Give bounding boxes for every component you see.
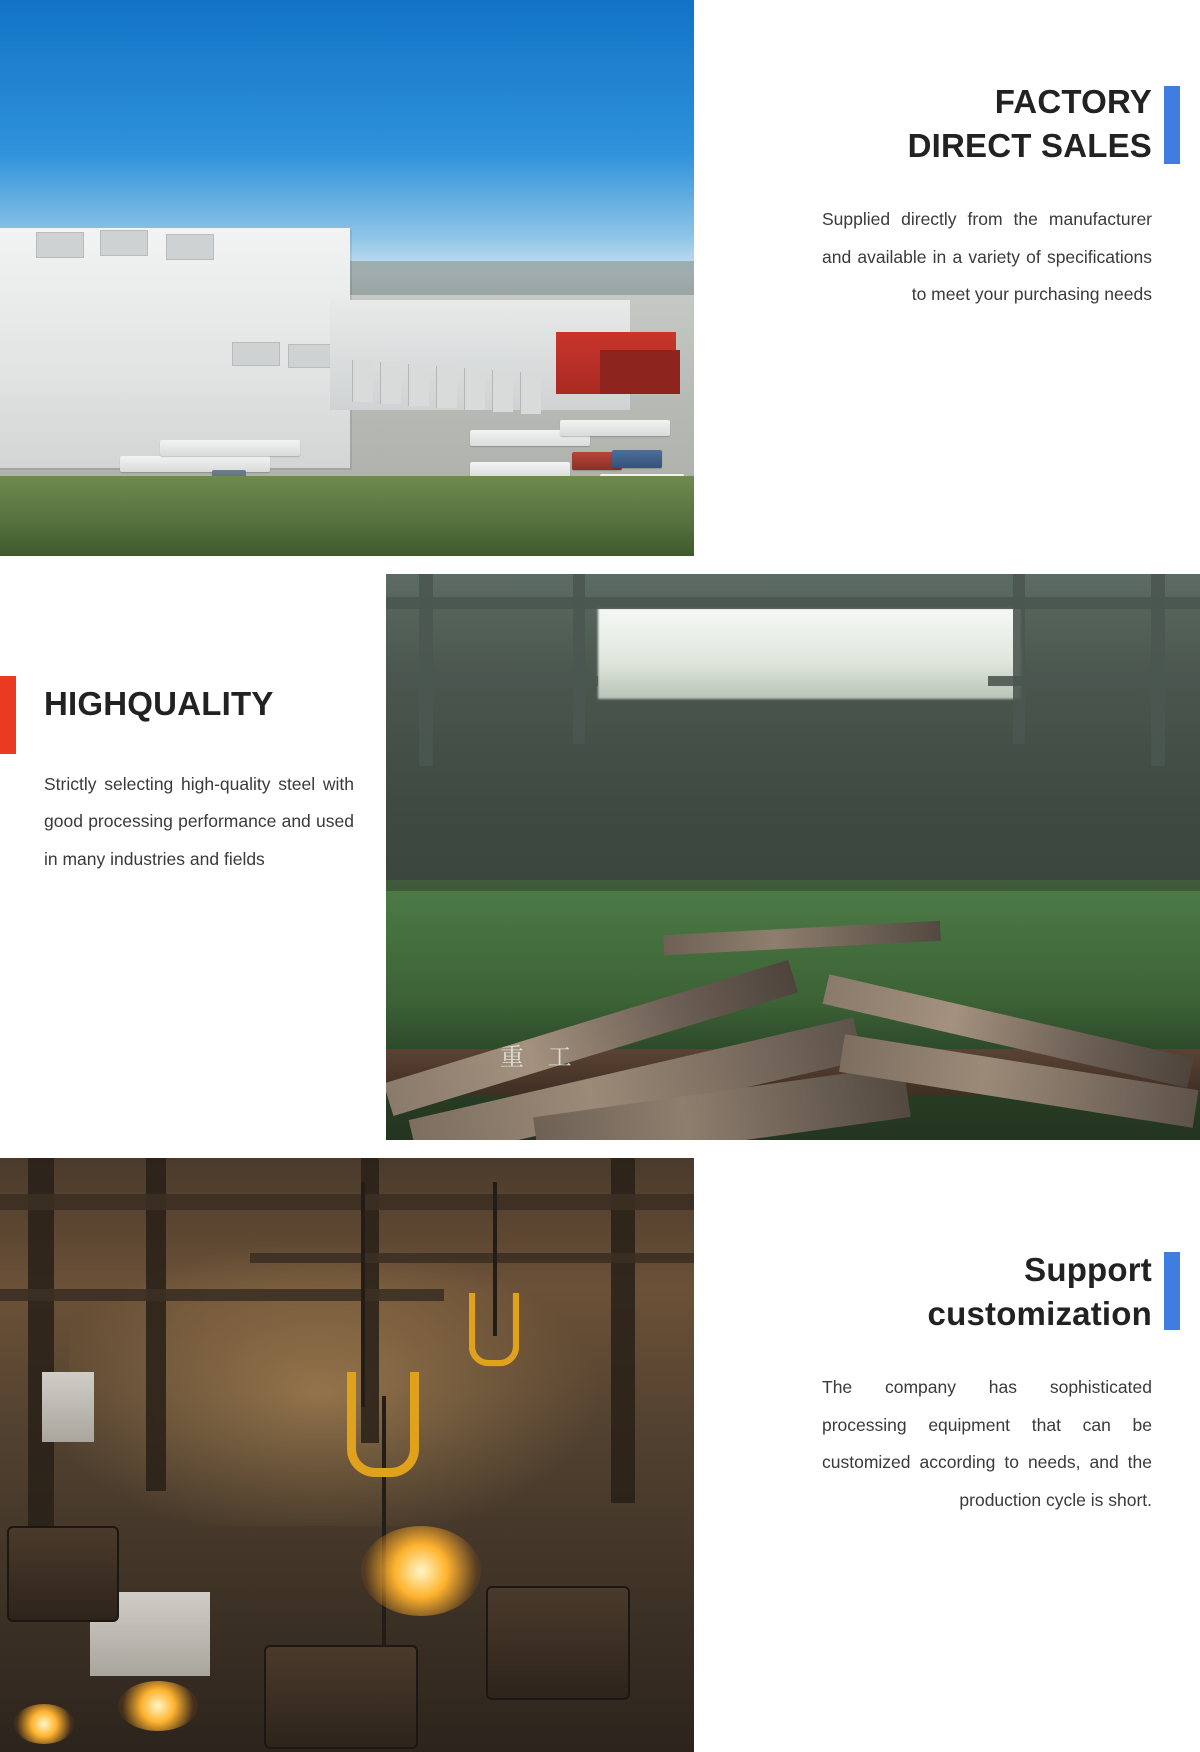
section-heading [822, 80, 1152, 167]
control-cabin [42, 1372, 94, 1442]
heading-line-2: customization [927, 1294, 1152, 1332]
roof-unit [36, 232, 84, 258]
section-high-quality [44, 682, 354, 878]
roof-unit [288, 344, 336, 368]
section-support-customization [822, 1248, 1152, 1520]
accent-bar-red [0, 676, 16, 754]
heading-line-1: Support [1024, 1251, 1152, 1288]
steel-h-beams-photo [386, 574, 1200, 1140]
accent-bar-blue-bottom [1164, 1252, 1180, 1330]
truck [612, 450, 662, 468]
section-body: Strictly selecting high-quality steel with good processing performance and used in many industries and fields [44, 773, 354, 869]
accent-bar-blue-top [1164, 86, 1180, 164]
heading-line-1: HIGHQUALITY [44, 685, 274, 722]
roof-unit [232, 342, 280, 366]
dock-bay [436, 366, 457, 408]
steel-foundry-photo [0, 1158, 694, 1752]
dock-bay [352, 360, 373, 402]
crane-hook [347, 1372, 419, 1477]
beam-marking-text: 重 工 [499, 1043, 580, 1072]
heading-line-1: FACTORY [994, 83, 1152, 120]
roof-unit [166, 234, 214, 260]
workshop-window-light [598, 608, 1021, 699]
section-heading [44, 682, 354, 726]
overhead-beam [0, 1289, 444, 1301]
section-body: Supplied directly from the manufacturer and available in a variety of specifications to meet your purchasing needs [822, 209, 1152, 305]
structural-column [28, 1158, 54, 1526]
truck [120, 456, 270, 472]
molten-glow [361, 1526, 481, 1616]
dock-bay [380, 362, 401, 404]
support-column [419, 574, 433, 766]
truck [560, 420, 670, 436]
red-office-annex [600, 350, 680, 394]
support-column [1151, 574, 1165, 766]
ladle [264, 1645, 418, 1749]
support-column [1013, 574, 1025, 744]
factory-aerial-photo [0, 0, 694, 556]
truck [160, 440, 300, 456]
ladle [7, 1526, 119, 1622]
molten-glow [118, 1681, 198, 1731]
green-roller-table [386, 891, 1200, 1049]
overhead-beam [250, 1253, 694, 1263]
section-heading [822, 1248, 1152, 1335]
dock-bay [492, 370, 513, 412]
roof-girder [386, 597, 1200, 609]
roof-unit [100, 230, 148, 256]
dock-bay [520, 372, 541, 414]
grass-strip [0, 476, 694, 556]
heading-line-2: DIRECT SALES [907, 126, 1152, 164]
dock-bay [464, 368, 485, 410]
structural-column [611, 1158, 635, 1503]
section-factory-direct-sales [822, 80, 1152, 314]
overhead-beam [0, 1194, 694, 1210]
crane-hook [469, 1293, 519, 1367]
ladle [486, 1586, 630, 1700]
support-column [573, 574, 585, 744]
dock-bay [408, 364, 429, 406]
section-body: The company has sophisticated processing equipment that can be customized according to needs, and the production cycle is short. [822, 1377, 1152, 1510]
